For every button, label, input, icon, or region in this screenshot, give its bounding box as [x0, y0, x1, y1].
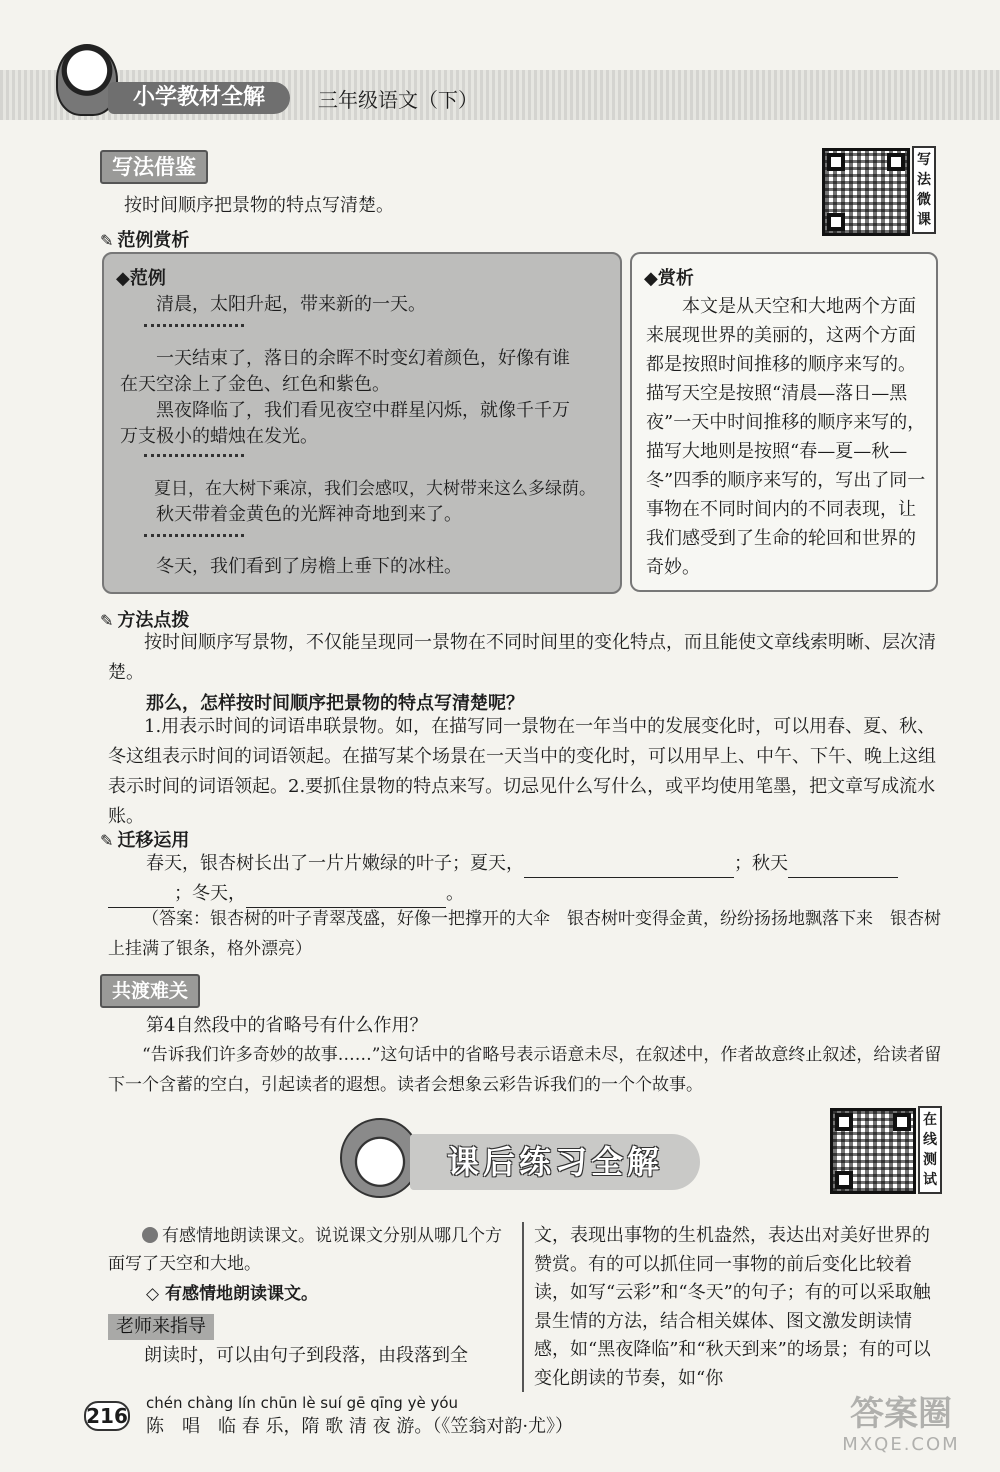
series-title: 小学教材全解 [108, 82, 290, 114]
analysis-text: 本文是从天空和大地两个方面来展现世界的美丽的，这两个方面都是按照时间推移的顺序来写的。描写天空是按照“清晨—落日—黑夜”一天中时间推移的顺序来写的，描写大地则是按照“春—夏—秋—冬”四季的顺序来写的，写出了同一事物在不同时间内的不同表现，让我们感受到了生命的轮回和世界的奇妙。 [646, 296, 926, 578]
exercise-question [108, 1222, 518, 1278]
transfer-heading [100, 826, 189, 852]
transfer-answer: （答案：银杏树的叶子青翠茂盛，好像一把撑开的大伞 银杏树叶变得金黄，纷纷扬扬地飘落下来 银杏树上挂满了银条，格外漂亮） [108, 909, 941, 959]
transfer-text: 。 [446, 883, 464, 904]
watermark-logo: 答案圈 [850, 1394, 952, 1434]
watermark [826, 1394, 976, 1470]
qr-label-char: 线 [923, 1132, 937, 1148]
example-box [102, 252, 622, 594]
qr-label-writing [912, 146, 936, 234]
example-heading [100, 226, 189, 252]
qr-label-exercise [918, 1106, 942, 1194]
qr-label-char: 法 [917, 172, 931, 188]
qr-label-char: 试 [923, 1172, 937, 1188]
transfer-line-1 [146, 850, 946, 878]
example-line: 冬天，我们看到了房檐上垂下的冰柱。 [156, 556, 462, 577]
difficulty-answer: “告诉我们许多奇妙的故事……”这句话中的省略号表示语意未尽，在叙述中，作者故意终止叙述，给读者留下一个含蓄的空白，引起读者的遐想。读者会想象云彩告诉我们的一个个故事。 [108, 1045, 942, 1095]
student-mascot-icon [340, 1118, 420, 1198]
footer-pinyin: chén chàng lín chūn lè suí gē qīng yè yóu [146, 1394, 459, 1412]
pencil-icon: ✎ [100, 611, 114, 630]
transfer-text: ；秋天 [734, 853, 788, 874]
qr-label-char: 测 [923, 1152, 937, 1168]
ellipsis-dots [144, 534, 244, 537]
qr-label-char: 微 [917, 192, 931, 208]
watermark-url: MXQE.COM [842, 1434, 960, 1455]
exercise-question-text: 有感情地朗读课文。说说课文分别从哪几个方面写了天空和大地。 [108, 1226, 502, 1274]
section-tag-writing: 写法借鉴 [100, 150, 208, 184]
pencil-icon: ✎ [100, 231, 114, 250]
example-line: 秋天带着金黄色的光辉神奇地到来了。 [156, 504, 462, 525]
example-line: 夏日，在大树下乘凉，我们会感叹，大树带来这么多绿荫。 [154, 479, 596, 499]
section-tag-difficulty: 共渡难关 [100, 974, 200, 1008]
method-paragraph: 按时间顺序写景物，不仅能呈现同一景物在不同时间里的变化特点，而且能使文章线索明晰、层次清楚。 [108, 632, 936, 683]
example-line: 一天结束了，落日的余晖不时变幻着颜色，好像有谁 [156, 348, 570, 369]
qr-finder [835, 1171, 853, 1189]
qr-finder [893, 1113, 911, 1131]
qr-finder [835, 1113, 853, 1131]
transfer-heading-label: 迁移运用 [117, 830, 190, 851]
example-title: ◆范例 [116, 268, 166, 289]
qr-label-char: 在 [923, 1112, 937, 1128]
qr-label-char: 写 [917, 152, 931, 168]
method-heading-label: 方法点拨 [117, 610, 190, 631]
analysis-box [630, 252, 938, 592]
blank-autumn[interactable] [788, 860, 898, 878]
example-line: 黑夜降临了，我们看见夜空中群星闪烁，就像千千万 [156, 400, 570, 421]
ellipsis-dots [144, 454, 244, 457]
pencil-icon: ✎ [100, 831, 114, 850]
column-divider [522, 1222, 524, 1392]
tip-left-text: 朗读时，可以由句子到段落，由段落到全 [144, 1345, 468, 1366]
example-line: 万支极小的蜡烛在发光。 [120, 426, 318, 447]
teacher-tip-tag: 老师来指导 [108, 1314, 214, 1340]
question-number-icon [142, 1227, 158, 1243]
example-line: 清晨，太阳升起，带来新的一天。 [156, 294, 426, 315]
transfer-text: 春天，银杏树长出了一片片嫩绿的叶子；夏天， [146, 853, 524, 874]
method-paragraph: 1.用表示时间的词语串联景物。如，在描写同一景物在一年当中的发展变化时，可以用春、夏、秋、冬这组表示时间的词语领起。在描写某个场景在一天当中的变化时，可以用早上、中午、下午、晚上这组表示时间的词语领起。2.要抓住景物的特点来写。切忌见什么写什么，或平均使用笔墨，把文章写成流水账。 [108, 716, 936, 827]
footer-verse: 陈 唱 临 春 乐，隋 歌 清 夜 游。（《笠翁对韵·尤》） [146, 1416, 574, 1437]
page-number: 216 [84, 1401, 130, 1431]
analysis-title: ◆赏析 [644, 268, 694, 289]
grade-label: 三年级语文（下） [318, 88, 478, 112]
qr-finder [827, 153, 845, 171]
method-question: 那么，怎样按时间顺序把景物的特点写清楚呢？ [146, 693, 524, 714]
difficulty-question: 第4自然段中的省略号有什么作用？ [146, 1015, 428, 1036]
writing-summary: 按时间顺序把景物的特点写清楚。 [124, 195, 394, 216]
qr-code-exercise[interactable] [830, 1108, 916, 1194]
qr-label-char: 课 [917, 212, 931, 228]
exercise-subtask: ◇ 有感情地朗读课文。 [146, 1284, 318, 1304]
exercise-banner: 课后练习全解 [410, 1134, 700, 1190]
ellipsis-dots [144, 324, 244, 327]
tip-right-text: 文，表现出事物的生机盎然，表达出对美好世界的赞赏。有的可以抓住同一事物的前后变化比较着读，如写“云彩”和“冬天”的句子；有的可以采取触景生情的方法，结合相关媒体、图文激发朗读情感，如“黑夜降临”和“秋天到来”的场景；有的可以变化朗读的节奏，如“你 [534, 1225, 931, 1389]
transfer-text: ；冬天， [174, 883, 246, 904]
qr-finder [887, 153, 905, 171]
qr-finder [827, 213, 845, 231]
example-heading-label: 范例赏析 [117, 230, 190, 251]
example-line: 在天空涂上了金色、红色和紫色。 [120, 374, 390, 395]
qr-code-writing[interactable] [822, 148, 910, 236]
blank-summer[interactable] [524, 860, 734, 878]
